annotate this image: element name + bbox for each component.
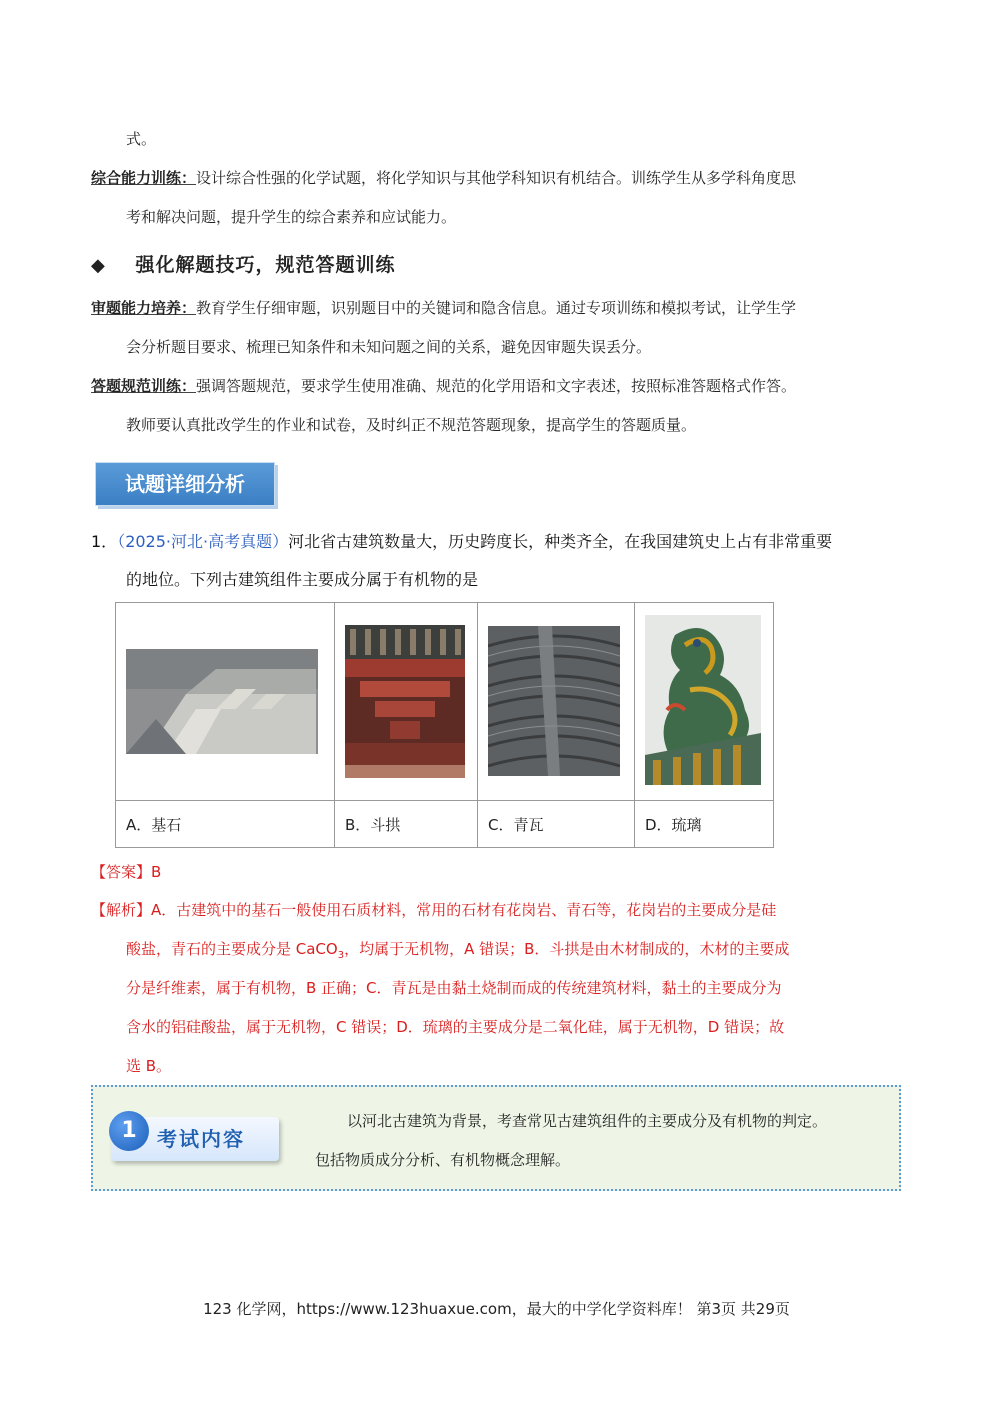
integrated-training-line2: 考和解决问题，提升学生的综合素养和应试能力。: [126, 208, 457, 226]
option-c-image-cell: [478, 603, 635, 801]
exam-content-line2: 包括物质成分分析、有机物概念理解。: [315, 1151, 571, 1169]
review-ability-paragraph: [91, 289, 921, 328]
option-d-image-cell: [635, 603, 774, 801]
answer-norm-paragraph: [91, 367, 921, 406]
section-heading: [91, 250, 395, 277]
option-a-label: A．基石: [116, 801, 335, 848]
dougong-bracket-photo: [345, 625, 465, 778]
integrated-training-line1: 设计综合性强的化学试题，将化学知识与其他学科知识有机结合。训练学生从多学科角度思: [196, 169, 797, 187]
analysis-tag: 【解析】: [91, 901, 152, 919]
analysis-line4: 含水的铝硅酸盐，属于无机物，C 错误；D．琉璃的主要成分是二氧化硅，属于无机物，D 错误；故: [126, 1018, 785, 1036]
option-d-label: D．琉璃: [635, 801, 774, 848]
analysis-text-1: A．古建筑中的基石一般使用石质材料，常用的石材有花岗岩、青石等，花岗岩的主要成分是硅: [151, 901, 777, 919]
answer-line: [91, 861, 161, 882]
option-c-label: C．青瓦: [478, 801, 635, 848]
answer-norm-keyword: 答题规范训练：: [91, 377, 197, 395]
analysis-text-2a: 酸盐，青石的主要成分是 CaCO: [126, 940, 338, 958]
exam-number-badge: 1: [109, 1111, 149, 1151]
question-source: （2025·河北·高考真题）: [117, 532, 289, 551]
question-line1: 河北省古建筑数量大，历史跨度长，种类齐全，在我国建筑史上占有非常重要: [288, 532, 833, 551]
review-ability-keyword: 审题能力培养：: [91, 299, 197, 317]
grey-tile-roof-photo: [488, 626, 620, 776]
glazed-dragon-photo: [645, 615, 761, 785]
option-b-image-cell: [335, 603, 478, 801]
option-a-image-cell: [116, 603, 335, 801]
stone-base-photo: [126, 649, 318, 754]
page-footer: 123 化学网，https://www.123huaxue.com，最大的中学化学资料库！ 第3页 共29页: [203, 1300, 790, 1318]
question-stem: [91, 523, 921, 560]
option-b-label: B．斗拱: [335, 801, 478, 848]
analysis-subscript: 3: [337, 950, 345, 961]
exam-content-tab: [111, 1117, 279, 1161]
answer-norm-line1: 强调答题规范，要求学生使用准确、规范的化学用语和文字表述，按照标准答题格式作答。: [196, 377, 797, 395]
question-line2: 的地位。下列古建筑组件主要成分属于有机物的是: [126, 570, 479, 589]
continued-text: 式。: [126, 130, 157, 148]
section-banner: 试题详细分析: [95, 462, 275, 506]
exam-content-line1: 以河北古建筑为背景，考查常见古建筑组件的主要成分及有机物的判定。: [347, 1112, 828, 1130]
analysis-line5: 选 B。: [126, 1057, 172, 1075]
answer-tag: 【答案】: [91, 863, 152, 881]
diamond-bullet-icon: ◆: [91, 255, 106, 276]
integrated-training-keyword: 综合能力训练：: [91, 169, 197, 187]
section-heading-text: 强化解题技巧，规范答题训练: [135, 254, 396, 276]
review-ability-line2: 会分析题目要求、梳理已知条件和未知问题之间的关系，避免因审题失误丢分。: [126, 338, 652, 356]
analysis-text-2b: ，均属于无机物，A 错误；B．斗拱是由木材制成的，木材的主要成: [344, 940, 790, 958]
review-ability-line1: 教育学生仔细审题，识别题目中的关键词和隐含信息。通过专项训练和模拟考试，让学生学: [196, 299, 797, 317]
question-number: 1．: [91, 532, 118, 551]
analysis-line2: [126, 938, 789, 961]
exam-content-title: 考试内容: [157, 1127, 245, 1151]
analysis-line1: [91, 899, 776, 920]
answer-value: B: [151, 863, 162, 881]
exam-content-box: [91, 1085, 901, 1191]
answer-norm-line2: 教师要认真批改学生的作业和试卷，及时纠正不规范答题现象，提高学生的答题质量。: [126, 416, 697, 434]
analysis-line3: 分是纤维素，属于有机物，B 正确；C．青瓦是由黏土烧制而成的传统建筑材料，黏土的主要成分为: [126, 979, 782, 997]
integrated-training-paragraph: [91, 159, 921, 198]
options-table: [115, 602, 774, 848]
